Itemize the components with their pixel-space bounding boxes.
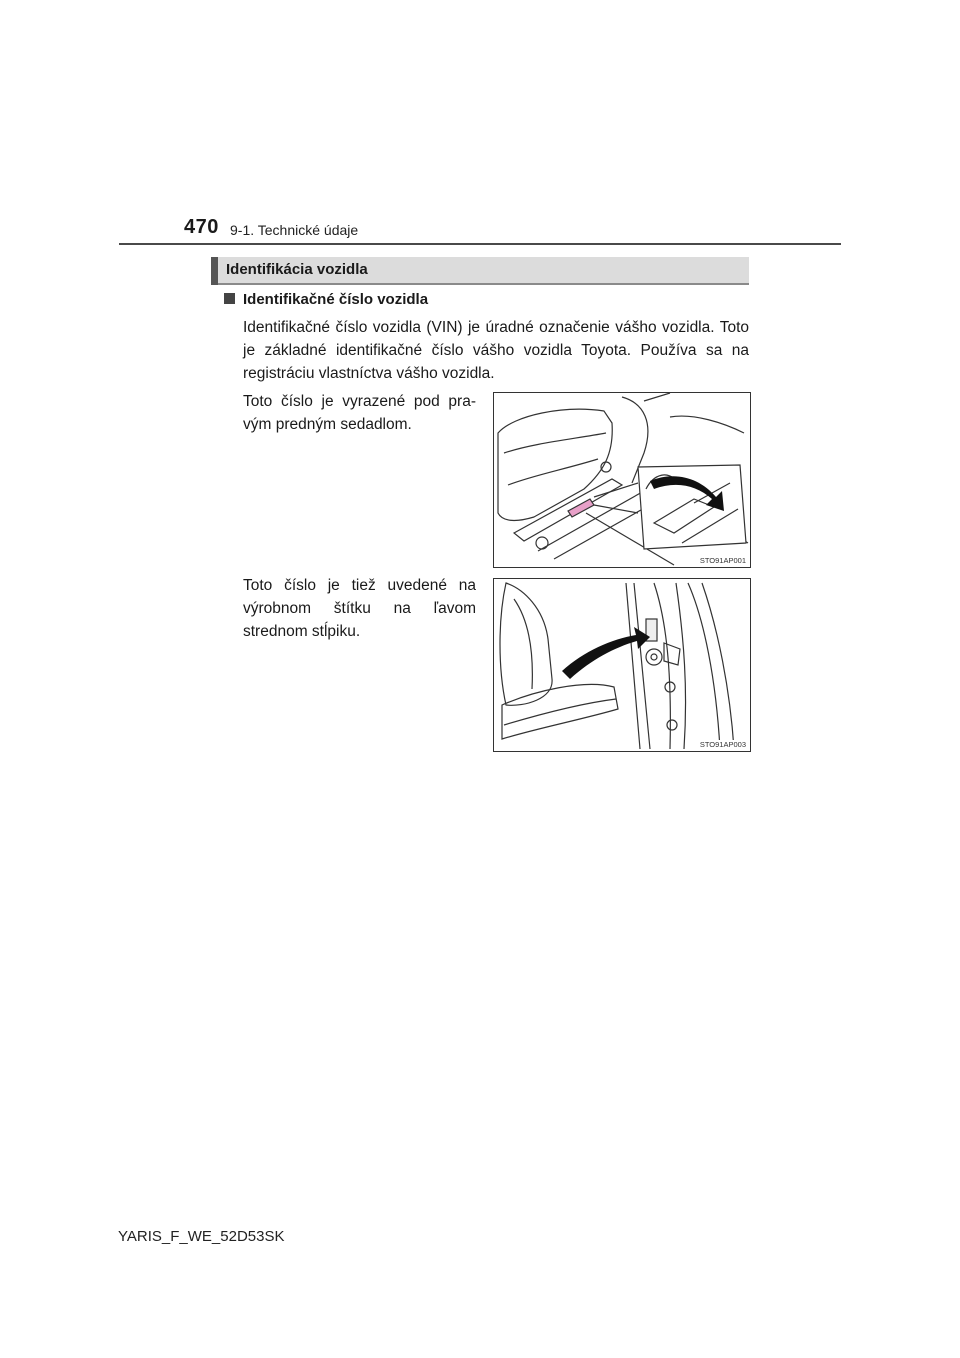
figure-seat-floor: [493, 392, 751, 568]
footer-document-code: YARIS_F_WE_52D53SK: [118, 1228, 285, 1245]
page-number: 470: [184, 216, 219, 238]
seat-floor-vin-illustration-icon: [494, 393, 750, 567]
square-bullet-icon: [224, 293, 235, 304]
body-paragraph: Identifikačné číslo vozidla (VIN) je úradné označenie vášho vozidla. Toto je základné identifikačné číslo vášho vozidla Toyota. Používa sa na registráciu vlastníctva vášho vozidla.: [243, 319, 749, 382]
figure-1-caption: Toto číslo je vyrazené pod pra- vým predným sedadlom.: [243, 393, 476, 433]
figure-2-caption: Toto číslo je tiež uvedené na výrobnom štítku na ľavom strednom stĺpiku.: [243, 577, 476, 640]
header-divider: [119, 243, 841, 245]
subsection-heading: [224, 291, 428, 308]
figure-center-pillar: [493, 578, 751, 752]
figure-2-code: STO91AP003: [699, 740, 746, 749]
chapter-title: 9-1. Technické údaje: [230, 222, 359, 238]
center-pillar-label-illustration-icon: [494, 579, 750, 751]
figure-1-code: STO91AP001: [699, 556, 746, 565]
section-title: Identifikácia vozidla: [226, 261, 368, 278]
section-accent: [211, 257, 218, 285]
section-heading-bar: [211, 257, 749, 285]
subsection-title: Identifikačné číslo vozidla: [243, 291, 429, 308]
